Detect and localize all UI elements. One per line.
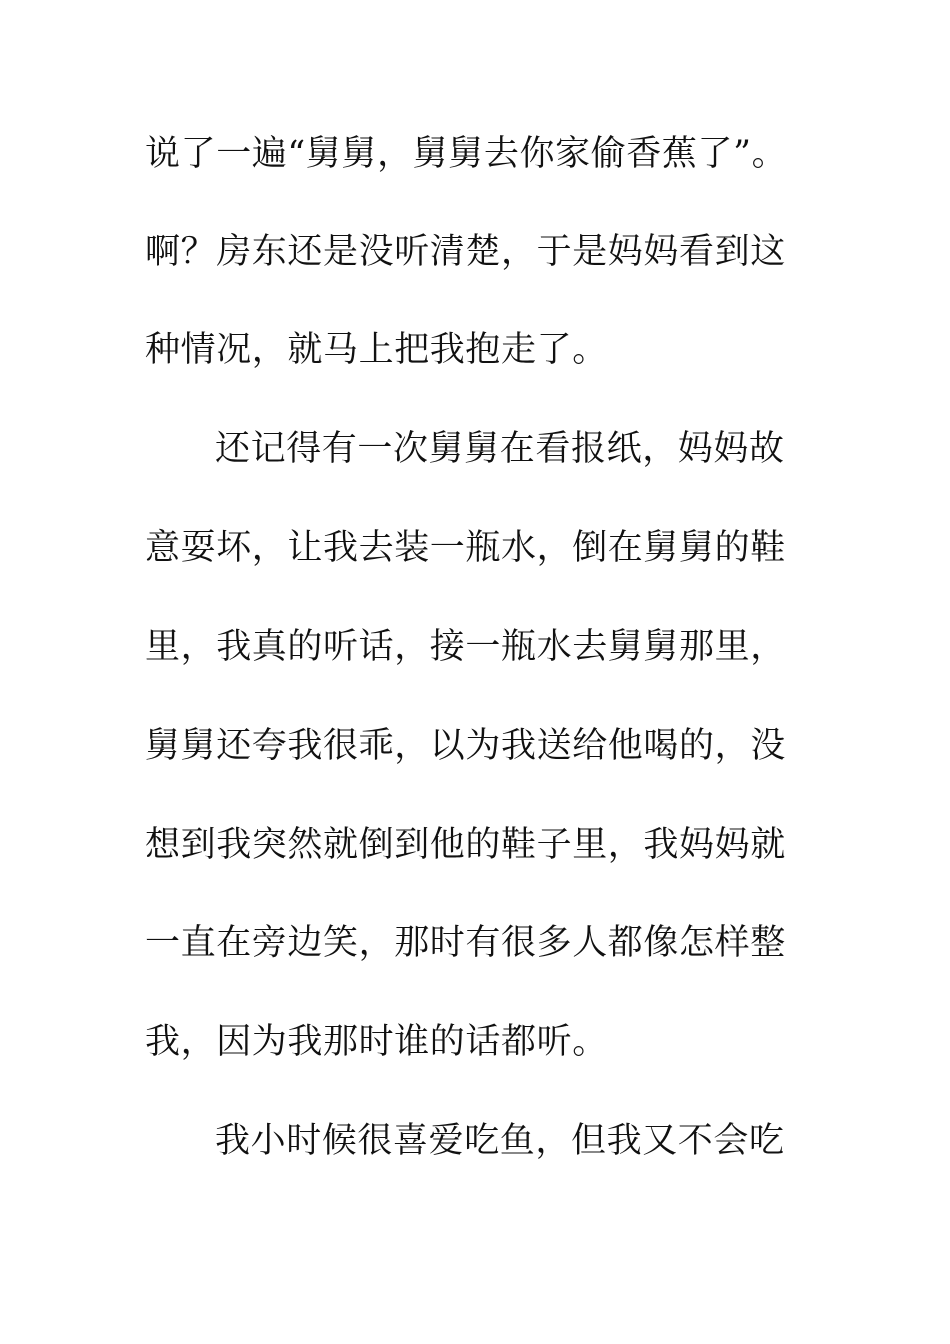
text-line: 舅舅还夸我很乖，以为我送给他喝的，没 <box>145 726 786 766</box>
text-line: 里，我真的听话，接一瓶水去舅舅那里， <box>145 627 786 667</box>
text-line: 种情况，就马上把我抱走了。 <box>145 330 608 370</box>
text-line: 啊？房东还是没听清楚，于是妈妈看到这 <box>145 232 786 272</box>
text-line: 意耍坏，让我去装一瓶水，倒在舅舅的鞋 <box>145 528 786 568</box>
paragraph-first-line: 我小时候很喜爱吃鱼，但我又不会吃 <box>215 1121 785 1161</box>
paragraph-first-line: 还记得有一次舅舅在看报纸，妈妈故 <box>215 429 785 469</box>
text-line: 一直在旁边笑，那时有很多人都像怎样整 <box>145 923 786 963</box>
text-line: 说了一遍“舅舅，舅舅去你家偷香蕉了”。 <box>145 134 788 174</box>
text-line: 想到我突然就倒到他的鞋子里，我妈妈就 <box>145 825 786 865</box>
text-line: 我，因为我那时谁的话都听。 <box>145 1022 608 1062</box>
